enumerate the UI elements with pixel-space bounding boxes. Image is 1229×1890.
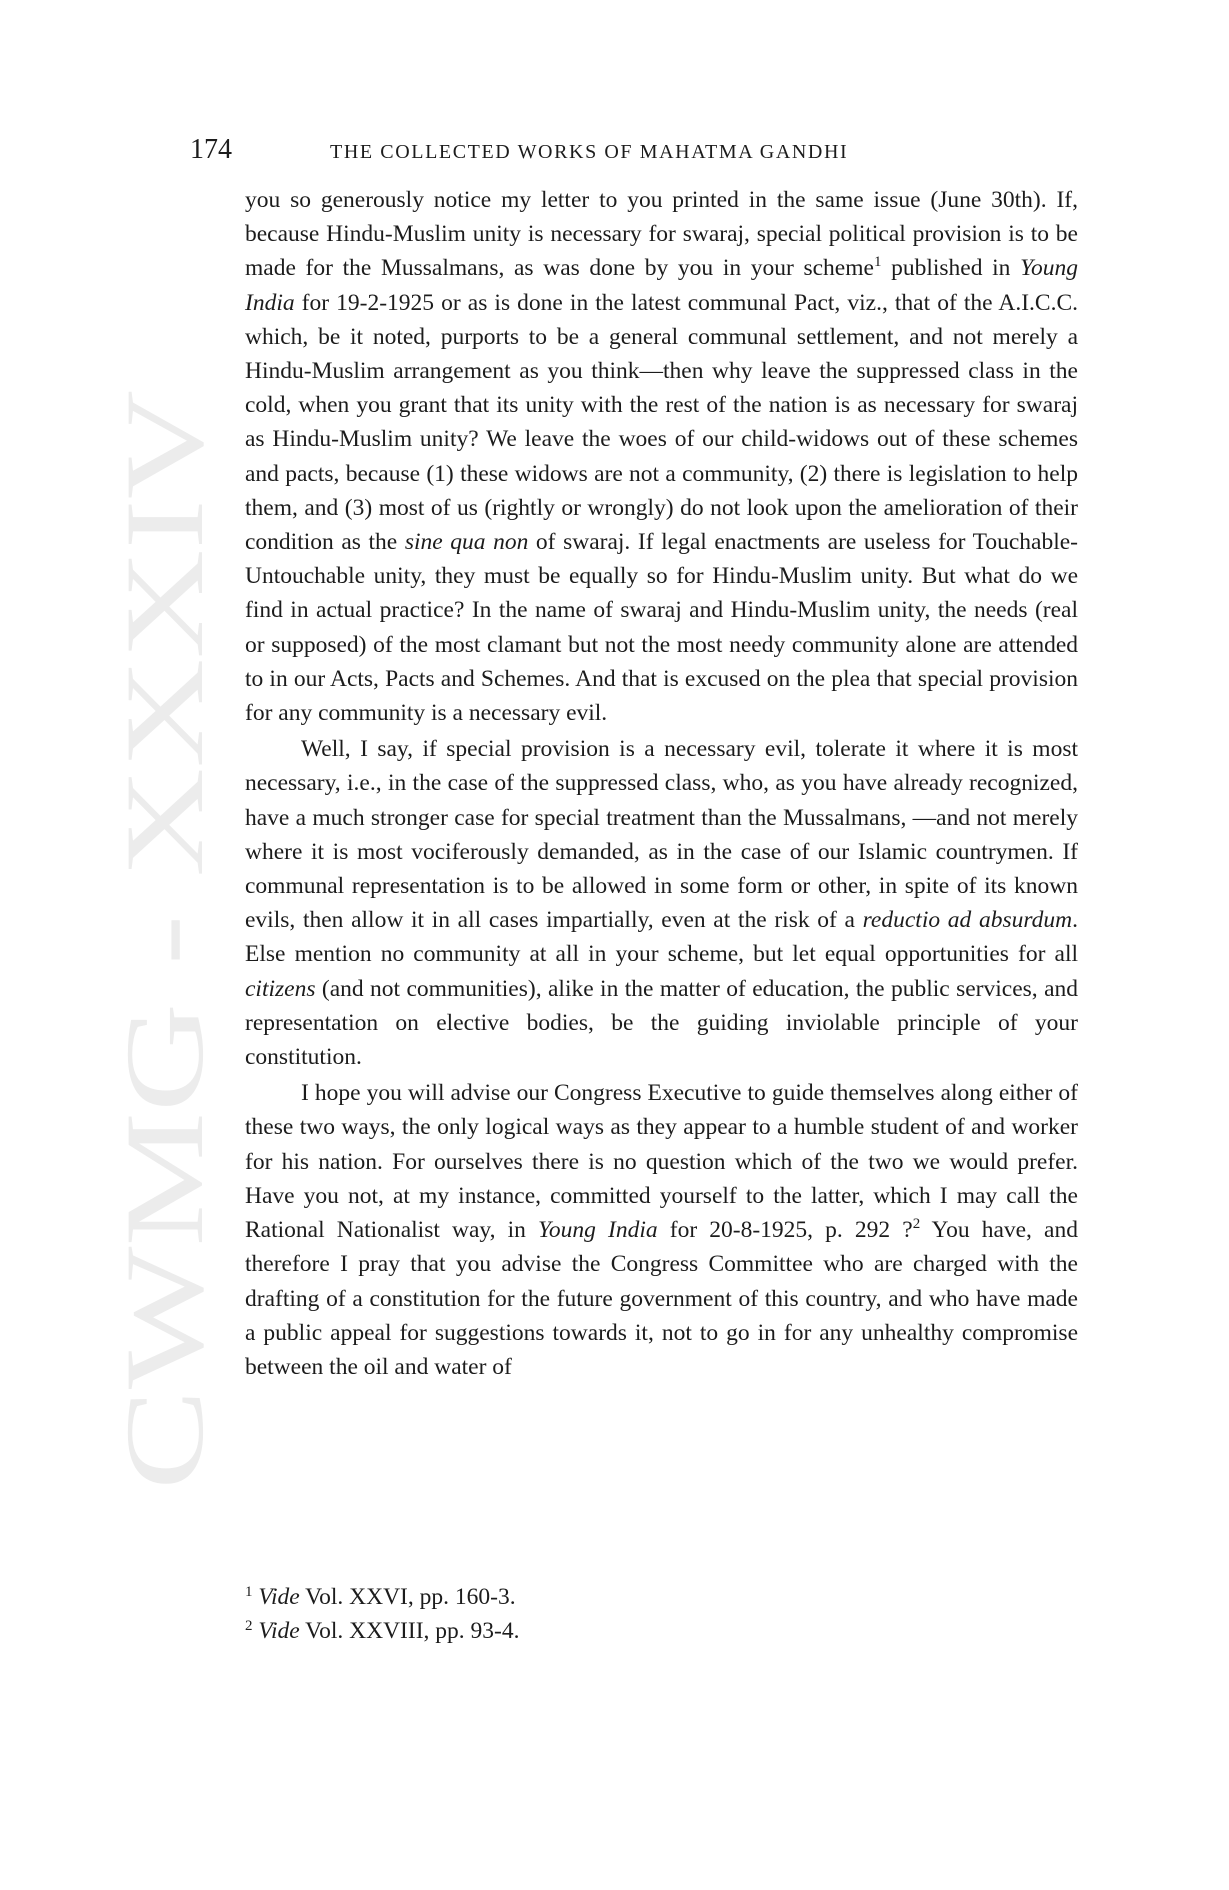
italic-text: Young India [245,255,1079,316]
italic-text: citizens [245,975,316,1002]
footnote-vide: Vide [258,1584,300,1610]
page-header [190,130,1075,170]
footnote-mark: 1 [245,1584,253,1600]
paragraph [245,1076,1078,1384]
running-head: THE COLLECTED WORKS OF MAHATMA GANDHI [330,141,849,163]
footnote-vide: Vide [258,1618,300,1644]
text-run: You have, and therefore I pray that you advise the Congress Committee who are charged with the drafting of a constitution for the future government of this country, and who have made a public appeal for suggestions towards it, not to go in for any unhealthy compromise between the oil and water of [245,1217,1078,1380]
body-text [245,183,1078,1384]
footnotes [245,1580,1078,1648]
footnote-mark: 2 [245,1618,253,1634]
footnote-reference: 2 [912,1216,921,1233]
footnote-reference: 1 [873,254,882,271]
italic-text: Young India [538,1217,658,1244]
footnote [245,1580,1078,1614]
italic-text: sine qua non [404,529,529,556]
text-run: I hope you will advise our Congress Executive to guide themselves along either of these two ways, the only logical ways as they appear to a humble student of and worker for his nation. For ourselves there is no question which of the two we would prefer. Have you not, at my instance, committed yourself to the latter, which I may call the Rational Nationalist way, in [245,1080,1078,1244]
text-run: (and not communities), alike in the matter of education, the public services, and representation on elective bodies, be the guiding inviolable principle of your constitution. [245,975,1078,1071]
footnote-text: Vol. XXVI, pp. 160-3. [299,1584,516,1610]
watermark [103,390,227,1490]
page-number: 174 [190,134,232,165]
text-run: you so generously notice my letter to you printed in the same issue (June 30th). If, because Hindu-Muslim unity is necessary for swaraj, special political provision is to be made for the Mussalmans, as was done by you in your scheme [245,187,1078,282]
text-run: Well, I say, if special provision is a necessary evil, tolerate it where it is most necessary, i.e., in the case of the suppressed class, who, as you have already recognized, have a much stronger case for special treatment than the Mussalmans, —and not merely where it is most vociferously demanded, as in the case of our Islamic countrymen. If communal representation is to be allowed in some form or other, in spite of its known evils, then allow it in all cases impartially, even at the risk of a [245,736,1078,934]
text-run: for 19-2-1925 or as is done in the latest communal Pact, viz., that of the A.I.C.C. which, be it noted, purports to be a general communal settlement, and not merely a Hindu-Muslim arrangement as you think—then why leave the suppressed class in the cold, when you grant that its unity with the rest of the nation is as necessary for swaraj as Hindu-Muslim unity? We leave the woes of our child-widows out of these schemes and pacts, because (1) these widows are not a community, (2) there is legislation to help them, and (3) most of us (rightly or wrongly) do not look upon the amelioration of their condition as the [245,289,1078,556]
text-run: published in [881,255,1021,282]
footnote-text: Vol. XXVIII, pp. 93-4. [299,1618,520,1644]
italic-text: reductio ad absurdum [862,907,1073,934]
watermark-text: CWMG - XXXIV [103,675,227,1490]
paragraph [245,732,1078,1074]
paragraph [245,183,1078,730]
text-run: for 20-8-1925, p. 292 ? [657,1217,913,1244]
text-run: . Else mention no community at all in your scheme, but let equal opportunities for all [245,907,1078,968]
footnote [245,1614,1078,1648]
text-run: of swaraj. If legal enactments are useless for Touchable-Untouchable unity, they must be equally so for Hindu-Muslim unity. But what do we find in actual practice? In the name of swaraj and Hindu-Muslim unity, the needs (real or supposed) of the most clamant but not the most needy community alone are attended to in our Acts, Pacts and Schemes. And that is excused on the plea that special provision for any community is a necessary evil. [245,529,1079,727]
